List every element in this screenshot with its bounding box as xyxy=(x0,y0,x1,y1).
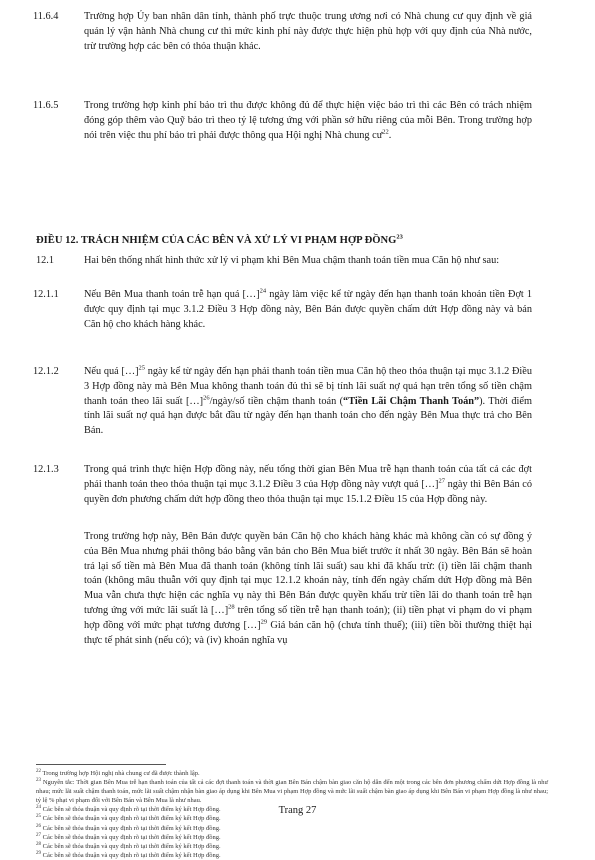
clause-number: 12.1.1 xyxy=(33,289,59,300)
footnote-number: 26 xyxy=(36,823,41,829)
footnote-text: Trong trường hợp Hội nghị nhà chung cư đã được thành lập. xyxy=(42,770,200,777)
clause-text-cont: ). Thời điểm tính lãi suất nợ quá hạn được bắt đầu từ ngày đến hạn thanh toán cho đến ngày Bên Mua thực trả cho Bên Bán. xyxy=(84,395,532,437)
clause-12-1-3-paragraph-2 xyxy=(84,530,532,648)
clause-number: 12.1.2 xyxy=(33,366,59,377)
footnote-number: 27 xyxy=(36,832,41,838)
clause-text-end: . xyxy=(388,129,392,141)
footnote xyxy=(36,769,548,778)
footnote xyxy=(36,833,548,842)
clause-text: Trong quá trình thực hiện Hợp đồng này, nếu tổng thời gian Bên Mua trễ hạn thanh toán của tất cả các đợt phải thanh toán theo thỏa thuận tại mục 3.1.2 Điều 3 của Hợp đồng này vượt quá […] xyxy=(84,464,532,490)
footnote xyxy=(36,778,548,805)
footnote-ref: 29 xyxy=(260,618,268,626)
clause-12-1-1 xyxy=(33,287,532,332)
footnote-number: 24 xyxy=(36,805,41,811)
page-number: Trang 27 xyxy=(278,805,317,816)
footnote-text: Các bên sẽ thỏa thuận và quy định rõ tại thời điểm ký kết Hợp đồng. xyxy=(42,851,221,859)
footnote xyxy=(36,851,548,860)
footnote-ref: 26 xyxy=(203,394,210,402)
clause-12-1-2 xyxy=(33,364,532,439)
footnote-number: 23 xyxy=(36,777,41,783)
clause-number: 12.1 xyxy=(36,255,55,266)
clause-number: 11.6.4 xyxy=(33,11,59,22)
clause-text: Trong trường hợp này, Bên Bán được quyền bán Căn hộ cho khách hàng khác mà không cần có sự đồng ý của Bên Mua nhưng phải thông báo bằng văn bản cho Bên Mua biết trước ít nhất 30 ngày. Bên Bán sẽ hoàn trả lại số tiền mà Bên Mua đã thanh toán (không tính lãi suất) sau khi đã khấu trừ: (i) tiền lãi chậm thanh toán (không mâu thuẫn với quy định tại mục 12.1.2 khoản này, tính đến ngày chấm dứt Hợp đồng mà Bên Mua vẫn chưa thực hiện các nghĩa vụ này thì Bên Bán được quyền khấu trừ tiền lãi do thanh toán trễ hạn tương ứng với mức lãi suất là […] xyxy=(84,531,532,616)
clause-text-cont: trên tổng số tiền trễ hạn thanh toán); (ii) tiền phạt vi phạm do vi phạm hợp đồng với mức phạt tương đương […] xyxy=(84,604,532,631)
clause-text-cont: /ngày/số tiền chậm thanh toán ( xyxy=(209,395,344,407)
footnote xyxy=(36,824,548,833)
footnote-ref: 23 xyxy=(396,233,403,241)
clause-number: 12.1.3 xyxy=(33,464,59,475)
clause-text: Nếu quá […] xyxy=(84,366,139,377)
footnote-ref: 25 xyxy=(138,364,146,372)
clause-12-1-3 xyxy=(33,463,532,507)
footnote-text: Các bên sẽ thỏa thuận và quy định rõ tại thời điểm ký kết Hợp đồng. xyxy=(42,824,221,832)
clause-text-cont: ngày kể từ ngày đến hạn phải thanh toán tiền mua Căn hộ theo thỏa thuận tại mục 3.1.2 Điều 3 Hợp đồng này mà Bên Mua không thanh toán đủ thì sẽ bị tính lãi suất nợ quá hạn trên tổng số tiền chậm thanh toán theo lãi suất […] xyxy=(84,366,532,407)
clause-12-1 xyxy=(36,254,532,269)
clause-text: Trong trường hợp kinh phí bảo trì thu được không đủ để thực hiện việc bảo trì thì các Bên có trách nhiệm đóng góp thêm vào Quỹ bảo trì theo tỷ lệ tương ứng với phần sở hữu riêng của mỗi Bên. Trong trường hợp nói trên việc thu phí bảo trì phải được thông qua Hội nghị Nhà chung cư xyxy=(84,100,532,141)
footnote-ref: 24 xyxy=(259,287,267,295)
footnote-ref: 27 xyxy=(438,477,445,485)
footnote-divider xyxy=(36,764,166,765)
footnote-ref: 22 xyxy=(382,128,389,136)
footnote-text: Các bên sẽ thỏa thuận và quy định rõ tại thời điểm ký kết Hợp đồng. xyxy=(42,815,221,823)
article-12-heading xyxy=(36,235,536,246)
footnote-text: Các bên sẽ thỏa thuận và quy định rõ tại thời điểm ký kết Hợp đồng. xyxy=(42,833,221,841)
footnote-text: Các bên sẽ thỏa thuận và quy định rõ tại thời điểm ký kết Hợp đồng. xyxy=(42,806,221,814)
clause-11-6-5 xyxy=(33,99,532,143)
footnote-number: 25 xyxy=(36,814,41,820)
clause-text: Nếu Bên Mua thanh toán trễ hạn quá […] xyxy=(84,289,260,300)
footnote-text: Nguyên tắc: Thời gian Bên Mua trễ hạn thanh toán của tất cả các đợt thanh toán và thời gian Bên Bán chậm bàn giao căn hộ dẫn đến một trong các bên đơn phương chấm dứt Hợp đồng là như nhau; mức lãi suất chậm thanh toán, mức lãi suất chậm nhận bàn giao áp dụng khi Bên Mua vi phạm Hợp đồng và mức lãi suất chậm bàn giao áp dụng khi Bên Bán vi phạm Hợp đồng là như nhau; tỷ lệ % phạt vi phạm đối với Bên Bán và Bên Mua là như nhau. xyxy=(36,779,548,805)
clause-text-cont: ngày làm việc kể từ ngày đến hạn thanh toán khoản tiền Đợt 1 được quy định tại mục 3.1.2 Điều 3 Hợp đồng này, Bên Bán được quyền chấm dứt Hợp đồng này và bán Căn hộ cho khách hàng khác. xyxy=(84,289,532,330)
clause-text-cont: ngày thì Bên Bán có quyền đơn phương chấm dứt hợp đồng theo thỏa thuận tại mục 15.1.2 Điều 15 của Hợp đồng này. xyxy=(84,478,532,505)
clause-number: 11.6.5 xyxy=(33,100,59,111)
heading-text: ĐIỀU 12. TRÁCH NHIỆM CỦA CÁC BÊN VÀ XỬ LÝ VI PHẠM HỢP ĐỒNG xyxy=(36,235,397,246)
footnote-ref: 28 xyxy=(228,603,235,611)
footnote-number: 22 xyxy=(36,768,41,774)
defined-term: “Tiền Lãi Chậm Thanh Toán” xyxy=(343,395,480,407)
footnote-number: 28 xyxy=(36,841,41,847)
footnote xyxy=(36,842,548,851)
footnote-text: Các bên sẽ thỏa thuận và quy định rõ tại thời điểm ký kết Hợp đồng. xyxy=(42,842,221,850)
footnote-number: 29 xyxy=(36,850,41,856)
clause-text-cont: Giá bán căn hộ (chưa tính thuế); (iii) tiền bồi thường thiệt hại thực tế phát sinh (nếu có); và (iv) khoản nghĩa vụ xyxy=(84,619,532,646)
clause-text: Hai bên thống nhất hình thức xử lý vi phạm khi Bên Mua chậm thanh toán tiền mua Căn hộ như sau: xyxy=(84,255,500,266)
clause-text: Trường hợp Ủy ban nhân dân tỉnh, thành phố trực thuộc trung ương nơi có Nhà chung cư quy định về giá quản lý vận hành Nhà chung cư thì mức kinh phí này được thực hiện phù hợp với quy định của Nhà nước, trừ trường hợp các bên có thỏa thuận khác. xyxy=(84,11,532,52)
clause-11-6-4 xyxy=(33,10,532,54)
